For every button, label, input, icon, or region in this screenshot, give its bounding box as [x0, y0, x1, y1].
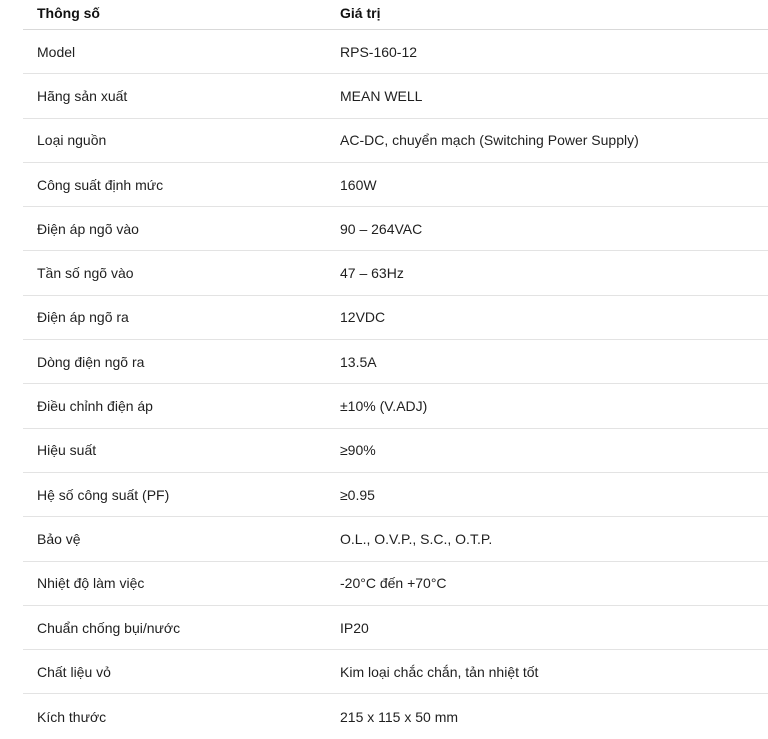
row-value: 215 x 115 x 50 mm [340, 708, 459, 725]
table-row [23, 74, 768, 118]
row-value: ±10% (V.ADJ) [340, 398, 428, 415]
table-row [23, 429, 768, 473]
row-value: RPS-160-12 [340, 43, 418, 60]
column-header-value: Giá trị [340, 4, 381, 21]
spec-table [23, 0, 768, 739]
table-row [23, 30, 768, 74]
table-row [23, 207, 768, 251]
row-parameter: Kích thước [37, 708, 107, 725]
table-row [23, 650, 768, 694]
row-parameter: Dòng điện ngõ ra [37, 353, 145, 370]
row-value: IP20 [340, 619, 369, 636]
row-value: 13.5A [340, 353, 377, 370]
row-parameter: Điện áp ngõ ra [37, 309, 129, 326]
table-row [23, 517, 768, 561]
row-parameter: Tần số ngõ vào [37, 265, 134, 282]
row-parameter: Bảo vệ [37, 530, 81, 547]
table-row [23, 606, 768, 650]
row-value: 90 – 264VAC [340, 220, 423, 237]
table-row [23, 340, 768, 384]
row-value: 160W [340, 176, 377, 193]
table-row [23, 119, 768, 163]
table-row [23, 163, 768, 207]
row-value: -20°C đến +70°C [340, 575, 447, 592]
row-parameter: Nhiệt độ làm việc [37, 575, 145, 592]
row-parameter: Model [37, 43, 76, 60]
table-header-row [23, 0, 768, 30]
table-row [23, 296, 768, 340]
row-parameter: Chất liệu vỏ [37, 663, 111, 680]
row-parameter: Hệ số công suất (PF) [37, 486, 170, 503]
table-row [23, 473, 768, 517]
row-parameter: Hiệu suất [37, 442, 97, 459]
table-body [23, 30, 768, 739]
table-row [23, 562, 768, 606]
row-parameter: Công suất định mức [37, 176, 164, 193]
table-row [23, 694, 768, 738]
table-row [23, 251, 768, 295]
row-parameter: Chuẩn chống bụi/nước [37, 619, 181, 636]
row-value: MEAN WELL [340, 87, 423, 104]
column-header-parameter: Thông số [37, 4, 100, 21]
row-value: ≥90% [340, 442, 376, 459]
row-parameter: Điều chỉnh điện áp [37, 398, 153, 415]
row-value: ≥0.95 [340, 486, 375, 503]
table-row [23, 384, 768, 428]
row-value: 47 – 63Hz [340, 265, 404, 282]
row-parameter: Loại nguồn [37, 132, 107, 149]
row-value: 12VDC [340, 309, 386, 326]
row-parameter: Hãng sản xuất [37, 87, 128, 104]
row-parameter: Điện áp ngõ vào [37, 220, 139, 237]
row-value: Kim loại chắc chắn, tản nhiệt tốt [340, 663, 539, 680]
row-value: AC-DC, chuyển mạch (Switching Power Supply) [340, 132, 639, 149]
row-value: O.L., O.V.P., S.C., O.T.P. [340, 530, 493, 547]
